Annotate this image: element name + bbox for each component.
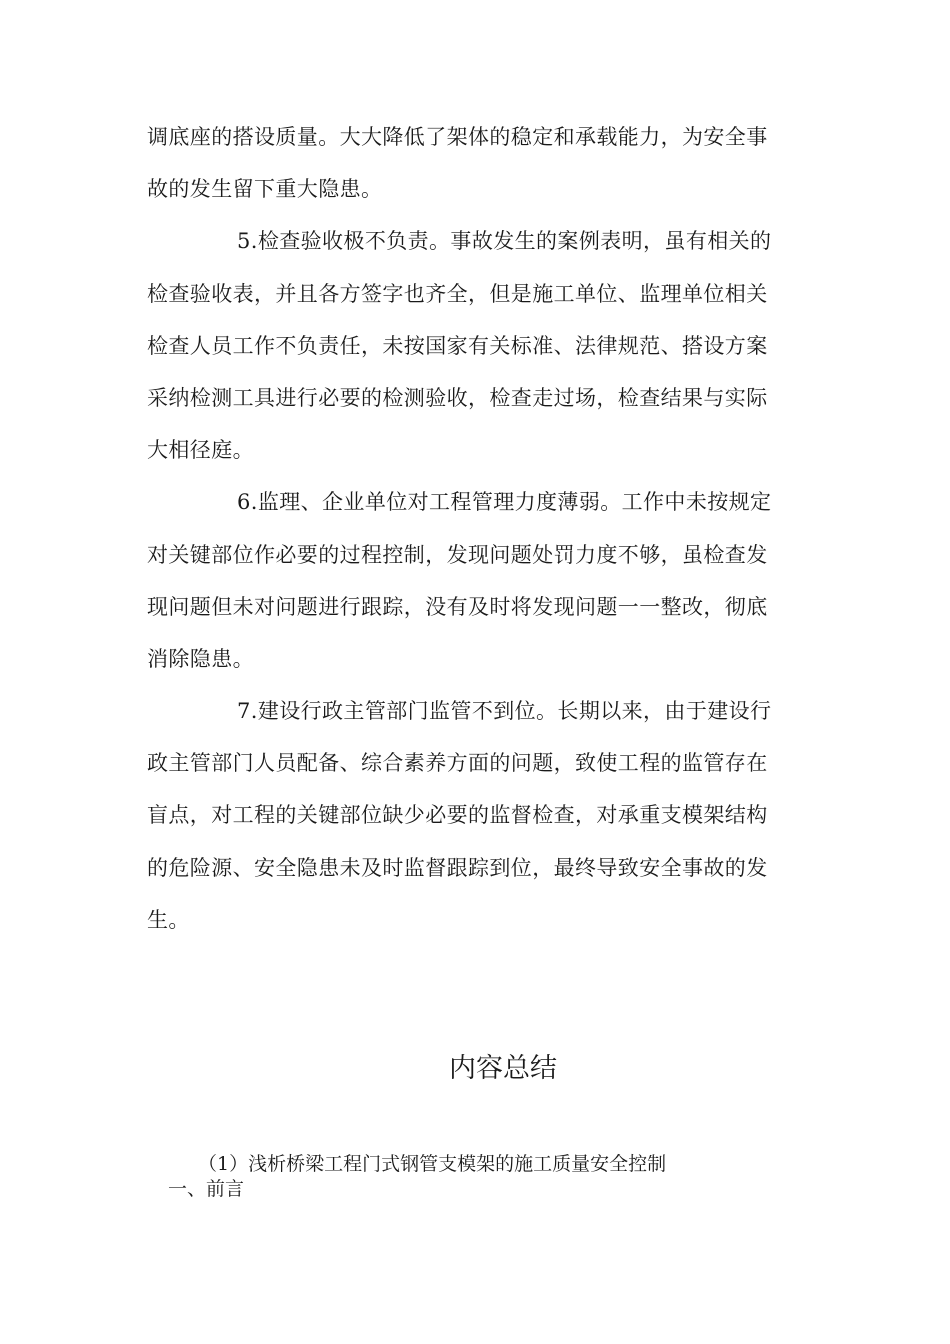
body-line: 采纳检测工具进行必要的检测验收，检查走过场，检查结果与实际 xyxy=(147,385,768,410)
body-line: 故的发生留下重大隐患。 xyxy=(147,177,383,202)
body-line: 消除隐患。 xyxy=(147,646,254,671)
body-line: 生。 xyxy=(147,907,190,932)
body-line: 的危险源、安全隐患未及时监督跟踪到位，最终导致安全事故的发 xyxy=(147,855,768,880)
paragraph-start-5: 5.检查验收极不负责。事故发生的案例表明，虽有相关的 xyxy=(237,229,772,254)
body-text xyxy=(147,115,807,950)
paragraph-start-7: 7.建设行政主管部门监管不到位。长期以来，由于建设行 xyxy=(237,699,772,724)
body-line: 政主管部门人员配备、综合素养方面的问题，致使工程的监管存在 xyxy=(147,751,768,776)
summary-title: 内容总结 xyxy=(449,1053,557,1084)
body-line: 大相径庭。 xyxy=(147,438,254,463)
paragraph-start-6: 6.监理、企业单位对工程管理力度薄弱。工作中未按规定 xyxy=(237,490,772,515)
body-line: 检查验收表，并且各方签字也齐全，但是施工单位、监理单位相关 xyxy=(147,281,768,306)
body-line: 盲点，对工程的关键部位缺少必要的监督检查，对承重支模架结构 xyxy=(147,803,768,828)
summary-item: （1）浅析桥梁工程门式钢管支模架的施工质量安全控制 xyxy=(198,1153,667,1175)
summary-subheading: 一、前言 xyxy=(168,1178,245,1200)
body-line: 检查人员工作不负责任，未按国家有关标准、法律规范、搭设方案 xyxy=(147,333,768,358)
body-line: 调底座的搭设质量。大大降低了架体的稳定和承载能力，为安全事 xyxy=(147,125,768,149)
body-line: 现问题但未对问题进行跟踪，没有及时将发现问题一一整改，彻底 xyxy=(147,594,768,619)
body-line: 对关键部位作必要的过程控制，发现问题处罚力度不够，虽检查发 xyxy=(147,542,768,567)
